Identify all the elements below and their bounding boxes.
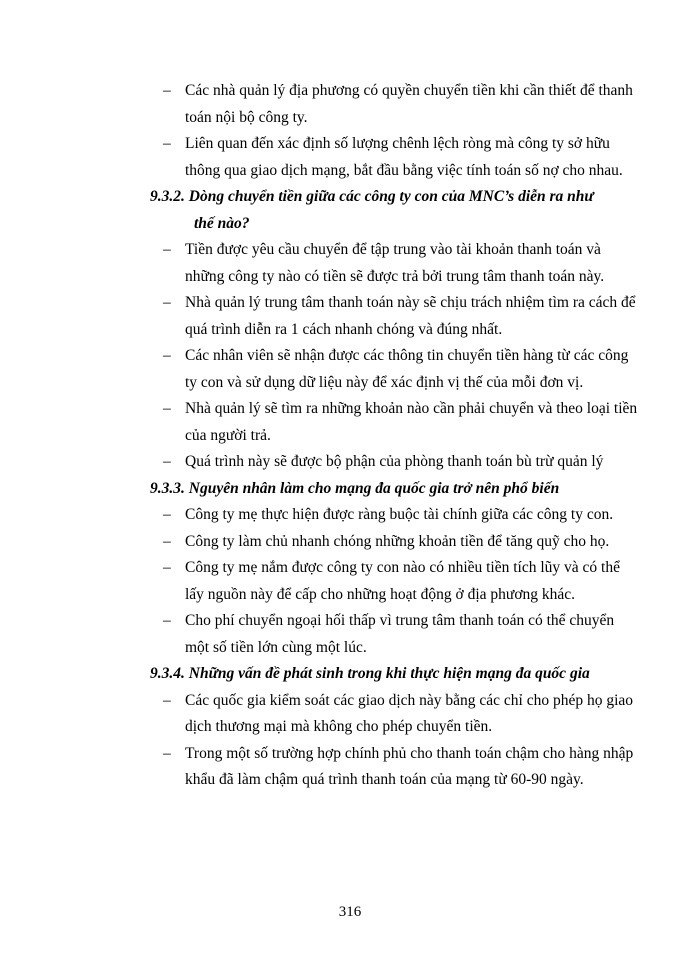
heading-line-1: 9.3.2. Dòng chuyển tiền giữa các công ty con của MNC’s diễn ra như [150,188,594,205]
dash-bullet: – [163,400,171,417]
list-item-text: Trong một số trường hợp chính phủ cho thanh toán chậm cho hàng nhập khẩu đã làm chậm quá trình thanh toán của mạng từ 60-90 ngày. [185,744,634,788]
list-item-text: Liên quan đến xác định số lượng chênh lệch ròng mà công ty sở hữu thông qua giao dịch mạng, bắt đầu bằng việc tính toán số nợ cho nhau. [185,135,623,179]
dash-bullet: – [163,82,171,99]
page-number: 316 [338,904,362,920]
dash-bullet: – [163,453,171,470]
list-item-text: Tiền được yêu cầu chuyển để tập trung vào tài khoản thanh toán và những công ty nào có tiền sẽ được trả bởi trung tâm thanh toán này. [185,241,605,285]
section-heading-9-3-3 [150,476,640,503]
list-item [150,449,640,476]
dash-bullet: – [163,691,171,709]
section-heading-9-3-2 [150,184,640,237]
list-item [150,343,640,396]
dash-bullet: – [163,347,171,364]
list-item-text: Nhà quản lý trung tâm thanh toán này sẽ chịu trách nhiệm tìm ra cách để quá trình diễn ra 1 cách nhanh chóng và đúng nhất. [185,294,636,338]
dash-bullet: – [163,294,171,311]
dash-bullet: – [163,744,171,762]
section-heading-9-3-4 [150,661,640,688]
dash-bullet: – [163,135,171,152]
list-item-text: Công ty mẹ nắm được công ty con nào có nhiều tiền tích lũy và có thể lấy nguồn này để cấp cho những hoạt động ở địa phương khác. [185,559,620,603]
list-item-text: Nhà quản lý sẽ tìm ra những khoản nào cần phải chuyển và theo loại tiền của người trả. [185,400,638,444]
list-item-text: Công ty mẹ thực hiện được ràng buộc tài chính giữa các công ty con. [185,506,614,523]
list-item-text: Các quốc gia kiểm soát các giao dịch này bằng các chỉ cho phép họ giao dịch thương mại mà không cho phép chuyển tiền. [185,691,634,735]
list-item [150,78,640,131]
list-item [150,688,640,741]
heading-line-1: 9.3.3. Nguyên nhân làm cho mạng đa quốc gia trở nên phổ biến [150,479,560,497]
list-item [150,396,640,449]
list-item-text: Công ty làm chủ nhanh chóng những khoản tiền để tăng quỹ cho họ. [185,532,610,550]
list-item [150,290,640,343]
dash-bullet: – [163,506,171,523]
heading-line-2: thế nào? [194,214,250,232]
page-content [150,78,640,794]
list-item-text: Cho phí chuyển ngoại hối thấp vì trung tâm thanh toán có thể chuyển một số tiền lớn cùng một lúc. [185,612,615,656]
list-item [150,131,640,184]
heading-line-1: 9.3.4. Những vấn đề phát sinh trong khi thực hiện mạng đa quốc gia [150,665,590,682]
list-item-text: Các nhân viên sẽ nhận được các thông tin chuyển tiền hàng từ các công ty con và sử dụng dữ liệu này để xác định vị thế của mỗi đơn vị. [185,347,629,391]
list-item-text: Quá trình này sẽ được bộ phận của phòng thanh toán bù trừ quản lý [185,453,604,470]
list-item [150,529,640,556]
dash-bullet: – [163,241,171,258]
dash-bullet: – [163,532,171,550]
list-item-text: Các nhà quản lý địa phương có quyền chuyển tiền khi cần thiết để thanh toán nội bộ công ty. [185,82,633,126]
list-item [150,237,640,290]
list-item [150,741,640,794]
list-item [150,555,640,608]
dash-bullet: – [163,612,171,629]
dash-bullet: – [163,559,171,576]
list-item [150,608,640,661]
list-item [150,502,640,529]
